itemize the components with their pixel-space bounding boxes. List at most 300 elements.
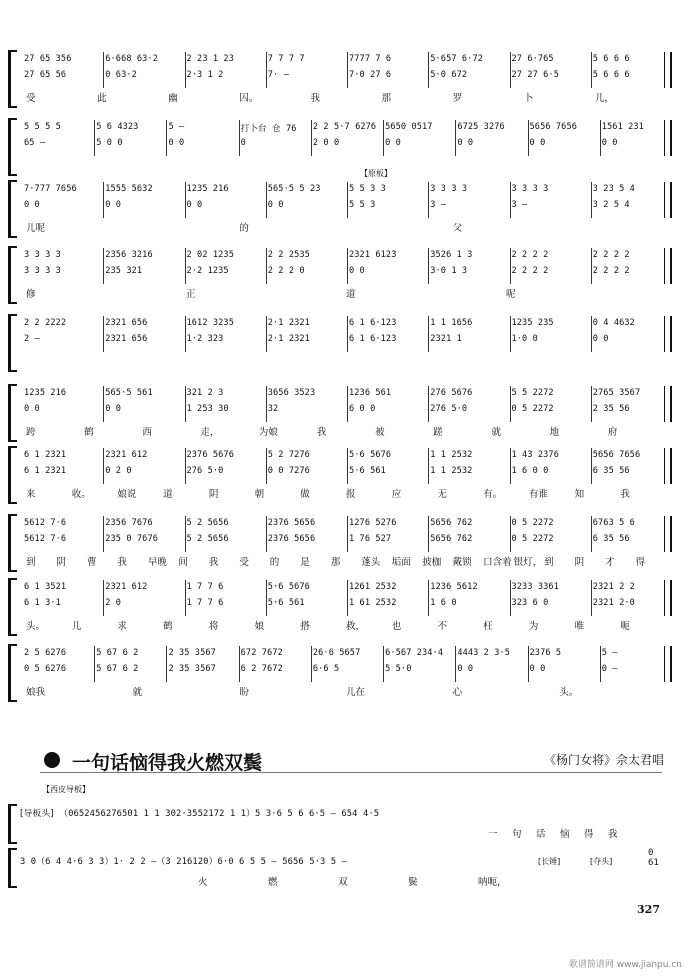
barline xyxy=(347,182,348,218)
system-end-barline xyxy=(664,52,672,88)
measure: 2321 1 xyxy=(430,334,462,344)
measure: 2 2 2 2 xyxy=(511,250,549,260)
barline xyxy=(266,386,267,422)
barline xyxy=(266,182,267,218)
measure: 2 35 56 xyxy=(592,404,630,414)
measure: 0 — xyxy=(601,664,618,674)
measure: 6725 3276 xyxy=(457,122,505,132)
lyric-syllable: 幽 xyxy=(168,93,178,104)
barline xyxy=(103,248,104,284)
measure: 3 — xyxy=(430,200,447,210)
barline xyxy=(185,182,186,218)
measure: 5 67 6 2 xyxy=(96,664,139,674)
barline xyxy=(347,386,348,422)
measure: 1235 235 xyxy=(511,318,554,328)
measure: 5 6 6 6 xyxy=(592,70,630,80)
measure: 5·0 672 xyxy=(430,70,468,80)
measure: 3526 1 3 xyxy=(430,250,473,260)
measure: 2321 612 xyxy=(105,582,148,592)
measure: 5 5 2272 xyxy=(511,388,554,398)
barline xyxy=(185,516,186,552)
measure: 5656 7656 xyxy=(592,450,641,460)
measure: 3 3 3 3 xyxy=(24,266,61,276)
measure: 276 5·0 xyxy=(430,404,468,414)
barline xyxy=(94,646,95,682)
barline xyxy=(591,580,592,616)
lyric-syllable: 我 xyxy=(316,427,327,438)
lyric-syllable: 儿在 xyxy=(346,687,366,698)
measure: 5 5 5 5 xyxy=(24,122,61,132)
measure: 323 6 0 xyxy=(511,598,549,608)
lyric-syllable: 地 xyxy=(549,427,560,438)
lyric-syllable: 我 xyxy=(310,93,320,104)
lyric-syllable: 朝 xyxy=(254,489,265,500)
measure: 7·777 7656 xyxy=(24,184,77,194)
lyric-syllable: 阴 xyxy=(56,557,66,568)
measure: 2321 656 xyxy=(105,334,148,344)
measure: 1 7 7 6 xyxy=(186,598,224,608)
system-end-barline xyxy=(664,516,672,552)
lyrics-row xyxy=(22,220,672,233)
barline xyxy=(591,248,592,284)
lyric-syllable: 得 xyxy=(635,557,646,568)
measure: 6 0 0 xyxy=(349,404,376,414)
lyrics-row xyxy=(22,618,672,631)
lyric-syllable: 囚。 xyxy=(239,93,259,104)
barline xyxy=(185,580,186,616)
measure: 6 1 3·1 xyxy=(24,598,61,608)
measure: 5 5 3 xyxy=(349,200,376,210)
title-bullet-icon xyxy=(44,752,60,768)
barline xyxy=(185,316,186,352)
measure: 1 43 2376 xyxy=(511,450,559,460)
barline xyxy=(266,52,267,88)
measure: 5 5·0 xyxy=(385,664,412,674)
lyric-syllable: 鹤 xyxy=(84,427,94,438)
measure: 5·6 561 xyxy=(267,598,305,608)
barline xyxy=(103,316,104,352)
lyric-syllable: 心 xyxy=(452,687,463,698)
measure: 0 5 2272 xyxy=(511,404,554,414)
barline xyxy=(266,516,267,552)
measure: 0 0 xyxy=(592,334,609,344)
measure: 2321 6123 xyxy=(349,250,397,260)
upper-staff-row xyxy=(22,648,672,663)
lyric-syllable: 道 xyxy=(346,289,356,300)
barline xyxy=(311,646,312,682)
lyric-syllable: 盼 xyxy=(239,687,249,698)
measure: 3 3 3 3 xyxy=(24,250,61,260)
lyric-syllable: 儿呢 xyxy=(26,223,46,234)
barline xyxy=(428,182,429,218)
measure: 3656 3523 xyxy=(267,388,316,398)
measure: 5612 7·6 xyxy=(24,534,67,544)
measure: 2·1 2321 xyxy=(267,318,310,328)
lyric-syllable: 修 xyxy=(26,289,36,300)
measure: 5 2 5656 xyxy=(186,518,229,528)
measure: 2 2 2 2 xyxy=(592,250,630,260)
measure: 65 — xyxy=(24,138,46,148)
music-system xyxy=(8,578,672,636)
measure: 2765 3567 xyxy=(592,388,641,398)
lyric-syllable: 救， xyxy=(346,621,366,632)
lyric-syllable: 银灯， xyxy=(513,557,543,568)
barline xyxy=(528,120,529,156)
measure: 0 0 xyxy=(24,200,40,210)
measure: 1 7 7 6 xyxy=(186,582,224,592)
barline xyxy=(591,316,592,352)
measure: 3·0 1 3 xyxy=(430,266,468,276)
barline xyxy=(591,182,592,218)
lyric-syllable: 儿， xyxy=(594,93,614,104)
lower-staff-row xyxy=(22,664,672,679)
measure: 0 2 0 xyxy=(105,466,132,476)
barline xyxy=(239,120,240,156)
tail-row-1 xyxy=(20,806,672,821)
measure: 0 0 xyxy=(349,266,365,276)
lyric-syllable: 鬓 xyxy=(408,877,418,888)
lyric-syllable: 来 xyxy=(26,489,36,500)
lyric-syllable: 的 xyxy=(239,223,249,234)
barline xyxy=(103,580,104,616)
measure: 3 3 3 3 xyxy=(430,184,468,194)
lyric-syllable: 早晚 xyxy=(147,557,167,568)
measure: 1 61 2532 xyxy=(349,598,397,608)
lyric-syllable: 走， xyxy=(200,427,220,438)
measure: 1236 5612 xyxy=(430,582,478,592)
lyric-syllable: 受 xyxy=(26,93,36,104)
barline xyxy=(185,448,186,484)
lyric-syllable: 一 xyxy=(488,829,498,840)
measure: 6·668 63·2 xyxy=(105,54,158,64)
measure: 5 2 7276 xyxy=(267,450,310,460)
measure: 1·2 323 xyxy=(186,334,224,344)
lyric-syllable: 披枷 xyxy=(422,557,442,568)
music-system xyxy=(8,169,672,238)
measure: 27 6·765 xyxy=(511,54,554,64)
barline xyxy=(428,52,429,88)
lyric-syllable: 我 xyxy=(117,557,127,568)
lyric-syllable: 戴锁 xyxy=(452,557,472,568)
measure: 2356 3216 xyxy=(105,250,153,260)
measure: 6 1 6·123 xyxy=(349,334,397,344)
lyric-syllable: 才 xyxy=(605,557,615,568)
tail-lyrics-2 xyxy=(22,874,672,887)
lyric-syllable: 为娘 xyxy=(258,427,278,438)
measure: 3233 3361 xyxy=(511,582,559,592)
measure: 1 6 0 0 xyxy=(511,466,549,476)
barline xyxy=(528,646,529,682)
system-end-barline xyxy=(664,248,672,284)
measure: 4443 2 3·5 xyxy=(457,648,511,658)
measure: 0 0 xyxy=(168,138,185,148)
barline xyxy=(600,120,601,156)
lyric-syllable: 阴 xyxy=(574,557,585,568)
barline xyxy=(510,316,511,352)
system-bracket xyxy=(8,644,17,702)
measure: 26·6 5657 xyxy=(312,648,361,658)
music-system xyxy=(8,384,672,442)
system-bracket xyxy=(8,246,17,304)
measure: 6 1 2321 xyxy=(24,450,67,460)
measure: 0 0 xyxy=(385,138,401,148)
lyric-syllable: 的 xyxy=(269,557,280,568)
lyric-syllable: 有谁 xyxy=(528,489,548,500)
measure: 1612 3235 xyxy=(186,318,234,328)
measure: 5 67 6 2 xyxy=(96,648,139,658)
measure: 0 0 7276 xyxy=(267,466,310,476)
lyric-syllable: 正 xyxy=(186,289,196,300)
barline xyxy=(94,120,95,156)
tail-tag-duotou: [夺头] xyxy=(590,857,613,866)
lyrics-row xyxy=(22,424,672,437)
lyric-syllable: 搭 xyxy=(300,621,310,632)
upper-staff-row xyxy=(22,122,672,137)
barline xyxy=(510,516,511,552)
lyric-syllable: 我 xyxy=(620,489,630,500)
measure: 5650 0517 xyxy=(385,122,433,132)
tail-notes: （0652456276501 1 1 302·3552172 1 1）5 3·6 5 6 6·5 — 654 4·5 xyxy=(59,809,380,819)
system-end-barline xyxy=(664,316,672,352)
lyric-syllable: 头。 xyxy=(559,687,579,698)
measure: 2 — xyxy=(24,334,40,344)
lyric-syllable: 应 xyxy=(391,489,402,500)
measure: 0 5 2272 xyxy=(511,534,554,544)
music-system xyxy=(8,514,672,572)
measure: 6 1 2321 xyxy=(24,466,67,476)
music-system xyxy=(8,246,672,304)
lyric-syllable: 是 xyxy=(300,557,310,568)
lyrics-row xyxy=(22,90,672,103)
system-bracket xyxy=(8,314,17,372)
measure: 7 7 7 7 xyxy=(267,54,305,64)
tempo-label: 【原板】 xyxy=(360,169,392,178)
music-system xyxy=(8,446,672,504)
barline xyxy=(428,580,429,616)
system-bracket xyxy=(8,180,17,238)
measure: 6763 5 6 xyxy=(592,518,635,528)
barline xyxy=(510,386,511,422)
measure: 6 35 56 xyxy=(592,466,630,476)
lyrics-row xyxy=(22,286,672,299)
lyrics-row xyxy=(22,554,672,567)
lyric-syllable: 求 xyxy=(117,621,127,632)
measure: 1 6 0 xyxy=(430,598,457,608)
lyric-syllable: 娘 xyxy=(254,621,265,632)
measure: 3 3 3 3 xyxy=(511,184,549,194)
lyric-syllable: 阴 xyxy=(208,489,219,500)
music-system xyxy=(8,644,672,702)
measure: 7· — xyxy=(267,70,289,80)
measure: 2376 5656 xyxy=(267,534,316,544)
tail-row-2 xyxy=(20,854,672,869)
measure: 0 4 4632 xyxy=(592,318,635,328)
barline xyxy=(347,248,348,284)
barline xyxy=(455,646,456,682)
lyric-syllable: 呢 xyxy=(506,289,516,300)
barline xyxy=(266,448,267,484)
tail-tag: [导板头] xyxy=(20,809,54,819)
measure: 0 0 xyxy=(267,200,284,210)
song-source: 《杨门女将》佘太君唱 xyxy=(543,753,664,767)
barline xyxy=(103,448,104,484)
measure: 1561 231 xyxy=(601,122,644,132)
measure: 1 1 1656 xyxy=(430,318,473,328)
barline xyxy=(591,386,592,422)
measure: 2376 5676 xyxy=(186,450,234,460)
measure: 5·657 6·72 xyxy=(430,54,483,64)
lyric-syllable: 收。 xyxy=(71,489,91,500)
lyric-syllable: 就 xyxy=(132,687,143,698)
barline xyxy=(185,248,186,284)
measure: 2376 5656 xyxy=(267,518,316,528)
measure: 2·2 1235 xyxy=(186,266,229,276)
measure: 6·567 234·4 xyxy=(385,648,444,658)
measure: 2 0 0 xyxy=(312,138,340,148)
lyric-syllable: 被 xyxy=(375,427,385,438)
system-bracket xyxy=(8,384,17,442)
measure: 0 0 xyxy=(105,404,122,414)
lyric-syllable: 卜 xyxy=(523,93,534,104)
barline xyxy=(591,516,592,552)
lyric-syllable: 无 xyxy=(437,489,447,500)
lyric-syllable: 不 xyxy=(437,621,447,632)
barline xyxy=(185,386,186,422)
measure: 3 — xyxy=(511,200,528,210)
measure: 1235 216 xyxy=(24,388,67,398)
lyric-syllable: 我 xyxy=(608,829,618,840)
measure: 2321 2·0 xyxy=(592,598,635,608)
measure: 5656 762 xyxy=(430,518,473,528)
measure: 0 0 xyxy=(186,200,203,210)
barline xyxy=(455,120,456,156)
title-rule xyxy=(40,772,662,773)
barline xyxy=(266,316,267,352)
measure: 0 5 6276 xyxy=(24,664,67,674)
measure: 0 0 xyxy=(24,404,40,414)
lyric-syllable: 父 xyxy=(452,223,463,234)
measure: 5 2 5656 xyxy=(186,534,229,544)
measure: 5·6 5676 xyxy=(267,582,310,592)
measure: 3 2 5 4 xyxy=(592,200,630,210)
song-title: 一句话恼得我火燃双鬓 xyxy=(72,752,263,774)
tail-system-2 xyxy=(8,848,672,888)
measure: 6 1 6·123 xyxy=(349,318,397,328)
measure: 32 xyxy=(267,404,279,414)
measure: 0 0 xyxy=(457,664,474,674)
lyric-syllable: 到 xyxy=(544,557,554,568)
measure: 6·6 5 xyxy=(312,664,340,674)
system-end-barline xyxy=(664,646,672,682)
measure: 5612 7·6 xyxy=(24,518,67,528)
measure: 2 2 2 0 xyxy=(267,266,305,276)
barline xyxy=(428,448,429,484)
measure: 235 0 7676 xyxy=(105,534,158,544)
measure: 5656 7656 xyxy=(529,122,577,132)
barline xyxy=(591,448,592,484)
lyric-syllable: 间 xyxy=(178,557,188,568)
lyric-syllable: 曹 xyxy=(86,557,97,568)
system-bracket xyxy=(8,514,17,572)
lyric-syllable: 双 xyxy=(338,877,348,888)
measure: 565·5 561 xyxy=(105,388,153,398)
measure: 0 5 2272 xyxy=(511,518,554,528)
barline xyxy=(166,646,167,682)
measure: 2321 612 xyxy=(105,450,148,460)
lyric-syllable: 受 xyxy=(239,557,249,568)
music-system xyxy=(8,314,672,372)
measure: 1 76 527 xyxy=(349,534,392,544)
barline xyxy=(103,52,104,88)
music-system xyxy=(8,50,672,108)
lyric-syllable: 话 xyxy=(536,829,546,840)
measure: 1235 216 xyxy=(186,184,229,194)
lyric-syllable: 句 xyxy=(512,829,522,840)
system-bracket xyxy=(8,578,17,636)
measure: 5·6 5676 xyxy=(349,450,392,460)
measure: 27 27 6·5 xyxy=(511,70,559,80)
measure: 0 63·2 xyxy=(105,70,137,80)
measure: 276 5·0 xyxy=(186,466,224,476)
measure: 321 2 3 xyxy=(186,388,224,398)
lyric-syllable: 呃 xyxy=(620,621,630,632)
lyric-syllable: 蹉 xyxy=(433,427,443,438)
lyric-syllable: 头。 xyxy=(26,621,46,632)
lyric-syllable: 跨 xyxy=(26,427,36,438)
barline xyxy=(166,120,167,156)
tail-tag-changchui: [长锤] xyxy=(538,857,561,866)
barline xyxy=(347,516,348,552)
lyric-syllable: 西 xyxy=(142,427,152,438)
measure: 2 2 2 2 xyxy=(511,266,549,276)
measure: 2 2 2 2 xyxy=(592,266,630,276)
measure: 0 0 xyxy=(457,138,474,148)
measure: 2321 2 2 xyxy=(592,582,635,592)
lyric-syllable: 蓬头 xyxy=(361,557,381,568)
system-end-barline xyxy=(664,120,672,156)
measure: 1261 2532 xyxy=(349,582,397,592)
watermark: 歌谱简谱网 www.jianpu.cn xyxy=(568,960,682,970)
measure: 5 — xyxy=(168,122,185,132)
barline xyxy=(591,52,592,88)
tail-lyrics-1 xyxy=(22,826,672,839)
lyric-syllable: 做 xyxy=(300,489,310,500)
measure: 0 0 xyxy=(105,200,122,210)
lyric-syllable: 枉 xyxy=(483,621,493,632)
system-end-barline xyxy=(664,448,672,484)
lyric-syllable: 得 xyxy=(584,829,594,840)
barline xyxy=(347,580,348,616)
measure: 2321 656 xyxy=(105,318,148,328)
lyric-syllable: 知 xyxy=(574,489,585,500)
measure: 5 5 3 3 xyxy=(349,184,386,194)
measure: 0 0 xyxy=(529,138,546,148)
barline xyxy=(185,52,186,88)
lyric-syllable: 此 xyxy=(97,93,107,104)
section-label: 【西皮导板】 xyxy=(42,785,90,794)
barline xyxy=(510,448,511,484)
barline xyxy=(347,448,348,484)
music-system xyxy=(8,118,672,176)
barline xyxy=(428,386,429,422)
measure: 0 0 xyxy=(529,664,546,674)
measure: 6 1 3521 xyxy=(24,582,67,592)
lyric-syllable: 口含着 xyxy=(483,557,512,568)
lyrics-row xyxy=(22,486,672,499)
lyric-syllable: 罗 xyxy=(452,93,463,104)
measure: 5 6 6 6 xyxy=(592,54,630,64)
lyric-syllable: 恼 xyxy=(560,829,570,840)
